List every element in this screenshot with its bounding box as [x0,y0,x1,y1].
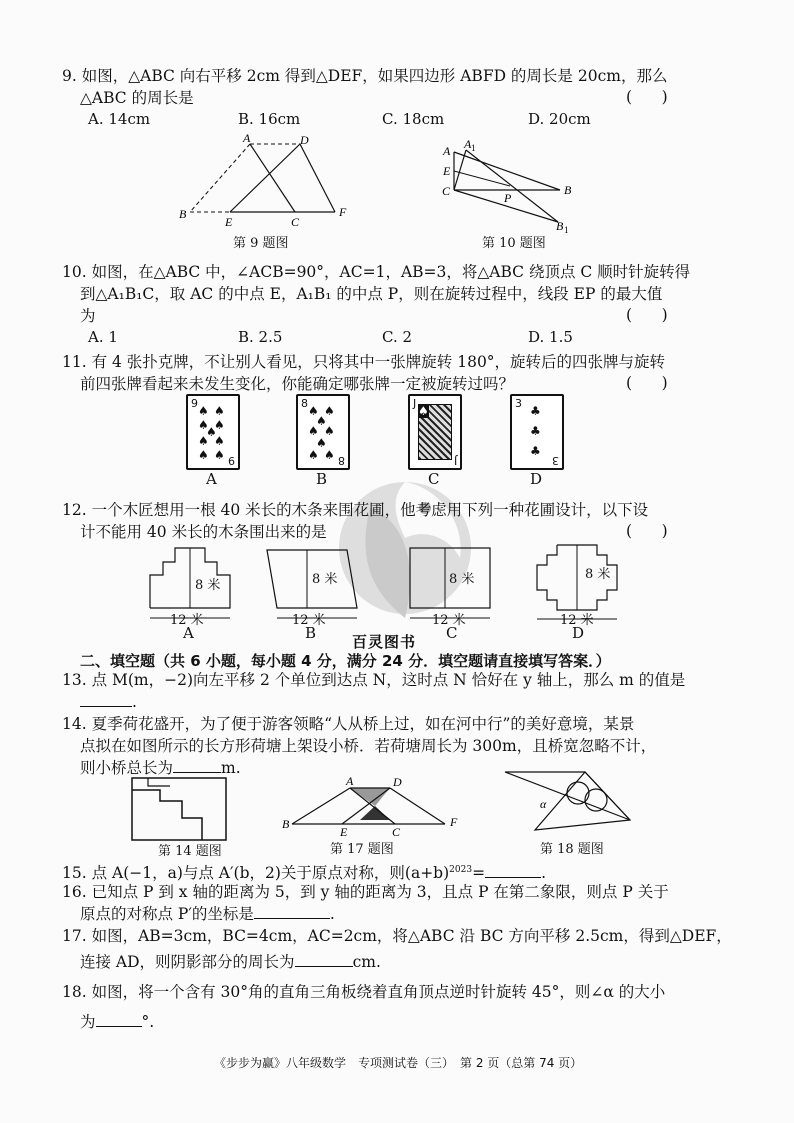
q12-width-d: 12 米 [560,613,594,628]
svg-text:E: E [443,164,451,178]
q12-width-c: 12 米 [432,613,466,628]
q10-line3: 为 [80,307,96,325]
q18-answer-blank[interactable] [96,1012,142,1027]
q9-answer-paren: ( ) [626,88,668,106]
q14-line3-pre: 则小桥总长为 [80,759,174,777]
spade-icon: ♠ [198,404,209,418]
spade-icon: ♠ [324,404,335,418]
spade-icon: ♠ [214,434,225,448]
svg-text:α: α [540,797,547,811]
q18-degree: °. [141,1013,155,1031]
card-a-rank: 9 [191,397,198,410]
svg-text:C: C [392,825,401,839]
q12-height-a: 8 米 [195,578,221,593]
q17-line2-pre: 连接 AD，则阴影部分的周长为 [80,953,295,971]
svg-text:C: C [291,215,300,229]
card-label-d: D [530,470,543,488]
q14-line2: 点拟在如图所示的长方形荷塘上架设小桥．若荷塘周长为 300m，且桥宽忽略不计， [80,737,657,755]
q12-width-a: 12 米 [170,613,204,628]
svg-text:C: C [442,184,451,198]
spade-icon: ♠ [198,418,209,432]
q9-line1: 9. 如图，△ABC 向右平移 2cm 得到△DEF，如果四边形 ABFD 的周长是 20cm，那么 [62,67,668,85]
spade-icon: ♠ [198,448,209,462]
q10-option-d: D. 1.5 [528,328,573,346]
spade-icon: ♠ [308,448,319,462]
svg-text:A: A [346,774,354,788]
card-c-rank-rotated: J [453,454,457,467]
q15-line [62,860,546,883]
q12-height-c: 8 米 [449,572,475,587]
q9-option-d: D. 20cm [528,110,591,128]
club-icon: ♣ [530,424,541,438]
card-b-rank-rotated: 8 [338,454,345,467]
q10-option-b: B. 2.5 [238,328,283,346]
q11-line1: 11. 有 4 张扑克牌，不让别人看见，只将其中一张牌旋转 180°，旋转后的四张牌与旋转 [62,353,666,371]
q15-text: 15. 点 A(−1，a)与点 A′(b，2)关于原点对称，则(a+b) [62,864,450,883]
q12-height-d: 8 米 [585,567,611,582]
q13-line1: 13. 点 M(m，−2)向左平移 2 个单位到达点 N，这时点 N 恰好在 y 轴上，那么 m 的值是 [62,671,686,689]
q10-answer-paren: ( ) [626,306,668,324]
spade-icon: ♠ [308,424,319,438]
card-c-rank: J [413,397,417,410]
q12-width-b: 12 米 [292,613,326,628]
svg-text:1: 1 [471,143,476,153]
svg-text:D: D [393,775,402,789]
q16-line1: 16. 已知点 P 到 x 轴的距离为 5，到 y 轴的距离为 3，且点 P 在第二象限，则点 P 关于 [62,883,669,901]
card-a-rank-rotated: 9 [228,454,235,467]
q12-label-c: C [446,624,458,642]
q11-answer-paren: ( ) [626,374,668,392]
svg-text:E: E [225,215,233,229]
svg-text:B: B [564,183,572,197]
svg-text:F: F [450,815,458,829]
club-icon: ♣ [530,404,541,418]
q14-line3-post: m. [221,759,241,777]
q10-option-c: C. 2 [382,328,413,346]
svg-text:D: D [300,133,309,147]
q14-caption: 第 14 题图 [158,844,222,859]
q18-figure [500,768,640,836]
spade-icon: ♠ [324,424,335,438]
svg-text:P: P [504,191,512,205]
q15-equals: = [472,864,486,883]
q17-answer-blank[interactable] [295,952,353,967]
q9-option-c: C. 18cm [382,110,445,128]
q9-option-a: A. 14cm [88,110,151,128]
q13-answer-blank[interactable] [80,692,132,707]
card-label-c: C [428,470,440,488]
q16-line2-pre: 原点的对称点 P′的坐标是 [80,905,254,923]
q17-caption: 第 17 题图 [330,842,394,857]
spade-icon: ♠ [316,436,327,450]
svg-text:A: A [464,137,472,151]
q10-figure [438,137,578,235]
watermark-text: 百灵图书 [352,633,417,651]
q18-line2 [80,1012,154,1032]
spade-icon: ♠ [214,448,225,462]
svg-text:B: B [556,219,564,233]
q14-answer-blank[interactable] [173,758,221,773]
playing-card-b [296,394,350,470]
q10-line1: 10. 如图，在△ABC 中，∠ACB=90°，AC=1，AB=3，将△ABC 绕顶点 C 顺时针旋转得 [62,263,691,281]
spade-icon: ♠ [206,425,217,439]
q12-label-b: B [305,624,317,642]
svg-text:A: A [443,144,451,158]
spade-icon: ♠ [214,404,225,418]
q12-line1: 12. 一个木匠想用一根 40 米长的木条来围花圃，他考虑用下列一种花圃设计，以下设 [62,501,649,519]
club-icon: ♣ [530,444,541,458]
q10-caption: 第 10 题图 [482,236,546,251]
spade-icon: ♠ [316,414,327,428]
playing-card-d [510,394,564,470]
q14-figure [130,776,230,844]
q14-line3 [80,758,241,778]
q16-answer-blank[interactable] [254,904,330,919]
q17-figure [280,776,465,840]
q13-line2 [80,692,137,712]
q17-line2 [80,952,381,972]
q9-option-b: B. 16cm [238,110,301,128]
q12-line2: 计不能用 40 米长的木条围出来的是 [80,523,327,541]
q15-period: . [541,864,546,883]
q16-period: . [329,905,335,923]
q17-line1: 17. 如图，AB=3cm，BC=4cm，AC=2cm，将△ABC 沿 BC 方向平移 2.5cm，得到△DEF， [62,927,732,945]
playing-card-c [408,394,462,470]
q15-exponent: 2023 [449,865,473,875]
q12-answer-paren: ( ) [626,522,668,540]
section-2-heading: 二、填空题（共 6 小题，每小题 4 分，满分 24 分．填空题请直接填写答案．） [80,652,611,670]
svg-text:E: E [340,825,348,839]
q10-line2: 到△A₁B₁C，取 AC 的中点 E，A₁B₁ 的中点 P，则在旋转过程中，线段 EP 的最大值 [80,285,663,303]
q18-line2-pre: 为 [80,1013,96,1031]
svg-text:F: F [339,205,347,219]
spade-icon: ♠ [214,418,225,432]
q18-caption: 第 18 题图 [540,842,604,857]
q14-line1: 14. 夏季荷花盛开，为了便于游客领略“人从桥上过，如在河中行”的美好意境，某景 [62,715,635,733]
spade-icon: ♠ [324,448,335,462]
spade-icon: ♠ [418,404,429,418]
q13-period: . [132,693,137,711]
card-d-rank-rotated: 3 [552,454,559,467]
q11-line2: 前四张牌看起来未发生变化，你能确定哪张牌一定被旋转过吗？ [80,375,515,393]
q10-option-a: A. 1 [88,328,118,346]
playing-card-a [186,394,240,470]
q12-label-a: A [183,624,194,642]
q9-caption: 第 9 题图 [233,236,289,251]
q16-line2 [80,904,335,924]
card-d-rank: 3 [515,397,522,410]
card-label-a: A [206,470,217,488]
svg-text:B: B [282,817,290,831]
spade-icon: ♠ [308,404,319,418]
spade-icon: ♠ [198,434,209,448]
svg-text:1: 1 [564,225,569,235]
svg-text:A: A [243,131,251,145]
q12-label-d: D [572,624,585,642]
card-b-rank: 8 [301,397,308,410]
q15-answer-blank[interactable] [485,863,541,878]
svg-text:B: B [179,207,187,221]
card-label-b: B [316,470,328,488]
q17-unit: cm. [352,953,381,971]
q18-line1: 18. 如图，将一个含有 30°角的直角三角板绕着直角顶点逆时针旋转 45°，则∠α 的大小 [62,983,666,1001]
page-footer: 《步步为赢》八年级数学 专项测试卷（三） 第 2 页（总第 74 页） [214,1056,583,1070]
q9-figure [175,132,355,232]
q12-height-b: 8 米 [312,572,338,587]
q9-line2: △ABC 的周长是 [80,89,194,107]
